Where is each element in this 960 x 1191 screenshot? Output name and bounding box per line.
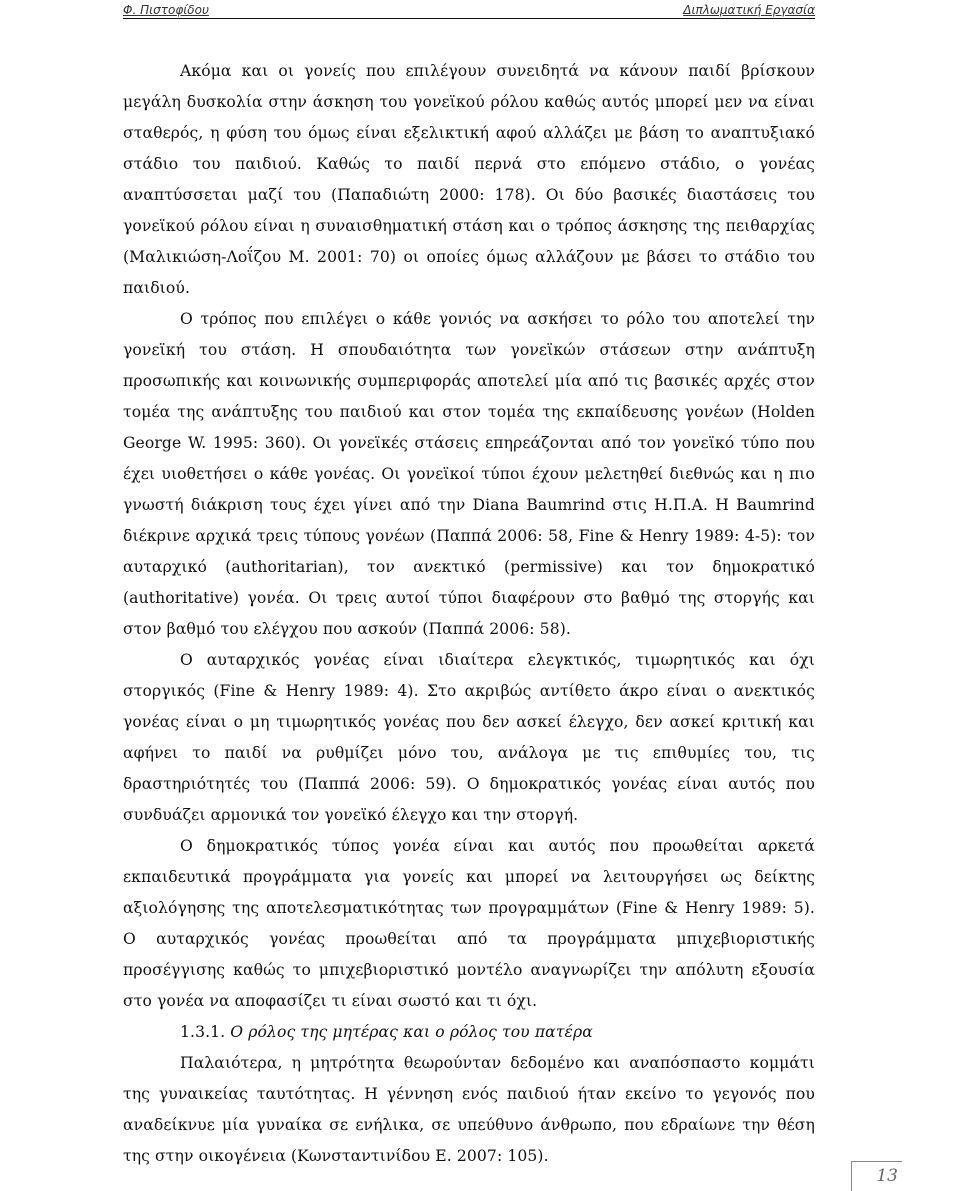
- paragraph-parental-attitude: Ο τρόπος που επιλέγει ο κάθε γονιός να ασκήσει το ρόλο του αποτελεί την γονεϊκή του στάση. Η σπουδαιότητα των γονεϊκών στάσεων στην ανάπτυξη προσωπικής και κοινωνικής συμπεριφοράς αποτελεί μία από τις βασικές αρχές στον τομέα της ανάπτυξης του παιδιού και στον τομέα της εκπαίδευσης γονέων (Holden George W. 1995: 360). Οι γονεϊκές στάσεις επηρεάζονται από τον γονεϊκό τύπο που έχει υιοθετήσει ο κάθε γονέας. Οι γονεϊκοί τύποι έχουν μελετηθεί διεθνώς και η πιο γνωστή διάκριση τους έχει γίνει από την Diana Baumrind στις Η.Π.Α. Η Baumrind διέκρινε αρχικά τρεις τύπους γονέων (Παππά 2006: 58, Fine & Henry 1989: 4-5): τον αυταρχικό (authoritarian), τον ανεκτικό (permissive) και τον δημοκρατικό (authoritative) γονέα. Οι τρεις αυτοί τύποι διαφέρουν στο βαθμό της στοργής και στον βαθμό του ελέγχου που ασκούν (Παππά 2006: 58).: [123, 310, 815, 638]
- running-header: [123, 0, 815, 19]
- paragraph-parental-role: Ακόμα και οι γονείς που επιλέγουν συνειδητά να κάνουν παιδί βρίσκουν μεγάλη δυσκολία στην άσκηση του γονεϊκού ρόλου καθώς αυτός μπορεί μεν να είναι σταθερός, η φύση του όμως είναι εξελικτική αφού αλλάζει με βάση το αναπτυξιακό στάδιο του παιδιού. Καθώς το παιδί περνά στο επόμενο στάδιο, ο γονέας αναπτύσσεται μαζί του (Παπαδιώτη 2000: 178). Οι δύο βασικές διαστάσεις του γονεϊκού ρόλου είναι η συναισθηματική στάση και ο τρόπος άσκησης της πειθαρχίας (Μαλικιώση-Λοΐζου Μ. 2001: 70) οι οποίες όμως αλλάζουν με βάσει το στάδιο του παιδιού.: [123, 62, 815, 297]
- header-author: Φ. Πιστοφίδου: [123, 2, 209, 17]
- header-document-title: Διπλωματική Εργασία: [683, 2, 815, 17]
- section-heading: [123, 1017, 815, 1048]
- paragraph-motherhood: Παλαιότερα, η μητρότητα θεωρούνταν δεδομένο και αναπόσπαστο κομμάτι της γυναικείας ταυτότητας. Η γέννηση ενός παιδιού ήταν εκείνο το γεγονός που αναδείκνυε μία γυναίκα σε ενήλικα, σε υπεύθυνο άνθρωπο, που εδραίωνε την θέση της στην οικογένεια (Κωνσταντινίδου Ε. 2007: 105).: [123, 1054, 815, 1165]
- paragraph-parent-types: Ο αυταρχικός γονέας είναι ιδιαίτερα ελεγκτικός, τιμωρητικός και όχι στοργικός (Fine & Henry 1989: 4). Στο ακριβώς αντίθετο άκρο είναι ο ανεκτικός γονέας είναι ο μη τιμωρητικός γονέας που δεν ασκεί έλεγχο, δεν ασκεί κριτική και αφήνει το παιδί να ρυθμίζει μόνο του, ανάλογα με τις επιθυμίες του, τις δραστηριότητές του (Παππά 2006: 59). Ο δημοκρατικός γονέας είναι αυτός που συνδυάζει αρμονικά τον γονεϊκό έλεγχο και την στοργή.: [123, 651, 815, 824]
- section-number: 1.3.1.: [180, 1023, 226, 1041]
- paragraph-democratic-parent: Ο δημοκρατικός τύπος γονέα είναι και αυτός που προωθείται αρκετά εκπαιδευτικά προγράμματα για γονείς και μπορεί να λειτουργήσει ως δείκτης αξιολόγησης της αποτελεσματικότητας των προγραμμάτων (Fine & Henry 1989: 5). Ο αυταρχικός γονέας προωθείται από τα προγράμματα μπιχεβιοριστικής προσέγγισης καθώς το μπιχεβιοριστικό μοντέλο αναγνωρίζει την απόλυτη εξουσία στο γονέα να αποφασίζει τι είναι σωστό και τι όχι.: [123, 837, 815, 1010]
- section-title: Ο ρόλος της μητέρας και ο ρόλος του πατέρα: [230, 1023, 593, 1041]
- page-number: 13: [851, 1161, 902, 1191]
- body-text: [123, 56, 815, 1172]
